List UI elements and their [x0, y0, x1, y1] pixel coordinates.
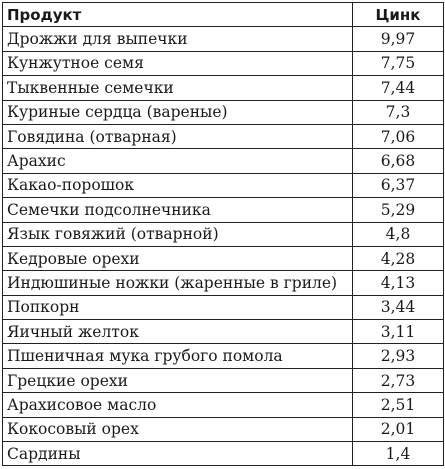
zinc-value-cell: 6,68 [353, 149, 444, 173]
table-row [3, 198, 444, 222]
table-row [3, 295, 444, 319]
zinc-content-table [2, 2, 444, 466]
zinc-value-cell: 7,75 [353, 51, 444, 75]
zinc-value-cell: 7,06 [353, 124, 444, 148]
zinc-value-cell: 5,29 [353, 198, 444, 222]
product-cell: Кедровые орехи [3, 246, 353, 270]
table-row [3, 149, 444, 173]
product-cell: Кунжутное семя [3, 51, 353, 75]
table-row [3, 368, 444, 392]
product-cell: Попкорн [3, 295, 353, 319]
product-cell: Арахисовое масло [3, 393, 353, 417]
zinc-value-cell: 3,11 [353, 320, 444, 344]
zinc-value-cell: 7,44 [353, 76, 444, 100]
product-cell: Грецкие орехи [3, 368, 353, 392]
table-row [3, 76, 444, 100]
product-cell: Какао-порошок [3, 173, 353, 197]
zinc-value-cell: 9,97 [353, 27, 444, 51]
table-row [3, 320, 444, 344]
header-product: Продукт [3, 3, 353, 27]
table-row [3, 100, 444, 124]
zinc-value-cell: 7,3 [353, 100, 444, 124]
zinc-value-cell: 4,13 [353, 271, 444, 295]
table-row [3, 344, 444, 368]
table-header [3, 3, 444, 27]
zinc-value-cell: 2,51 [353, 393, 444, 417]
product-cell: Тыквенные семечки [3, 76, 353, 100]
table-row [3, 51, 444, 75]
zinc-value-cell: 4,8 [353, 222, 444, 246]
zinc-value-cell: 2,93 [353, 344, 444, 368]
product-cell: Сардины [3, 442, 353, 466]
product-cell: Яичный желток [3, 320, 353, 344]
table-row [3, 417, 444, 441]
header-row [3, 3, 444, 27]
product-cell: Индюшиные ножки (жаренные в гриле) [3, 271, 353, 295]
zinc-value-cell: 4,28 [353, 246, 444, 270]
table-row [3, 27, 444, 51]
product-cell: Дрожжи для выпечки [3, 27, 353, 51]
table-row [3, 393, 444, 417]
product-cell: Язык говяжий (отварной) [3, 222, 353, 246]
zinc-value-cell: 6,37 [353, 173, 444, 197]
zinc-value-cell: 3,44 [353, 295, 444, 319]
table-body [3, 27, 444, 466]
zinc-value-cell: 2,73 [353, 368, 444, 392]
table-row [3, 222, 444, 246]
product-cell: Говядина (отварная) [3, 124, 353, 148]
header-zinc: Цинк [353, 3, 444, 27]
table-row [3, 124, 444, 148]
product-cell: Семечки подсолнечника [3, 198, 353, 222]
zinc-value-cell: 1,4 [353, 442, 444, 466]
zinc-value-cell: 2,01 [353, 417, 444, 441]
product-cell: Куриные сердца (вареные) [3, 100, 353, 124]
product-cell: Арахис [3, 149, 353, 173]
table-row [3, 271, 444, 295]
table-row [3, 246, 444, 270]
product-cell: Кокосовый орех [3, 417, 353, 441]
table-row [3, 442, 444, 466]
table-row [3, 173, 444, 197]
product-cell: Пшеничная мука грубого помола [3, 344, 353, 368]
